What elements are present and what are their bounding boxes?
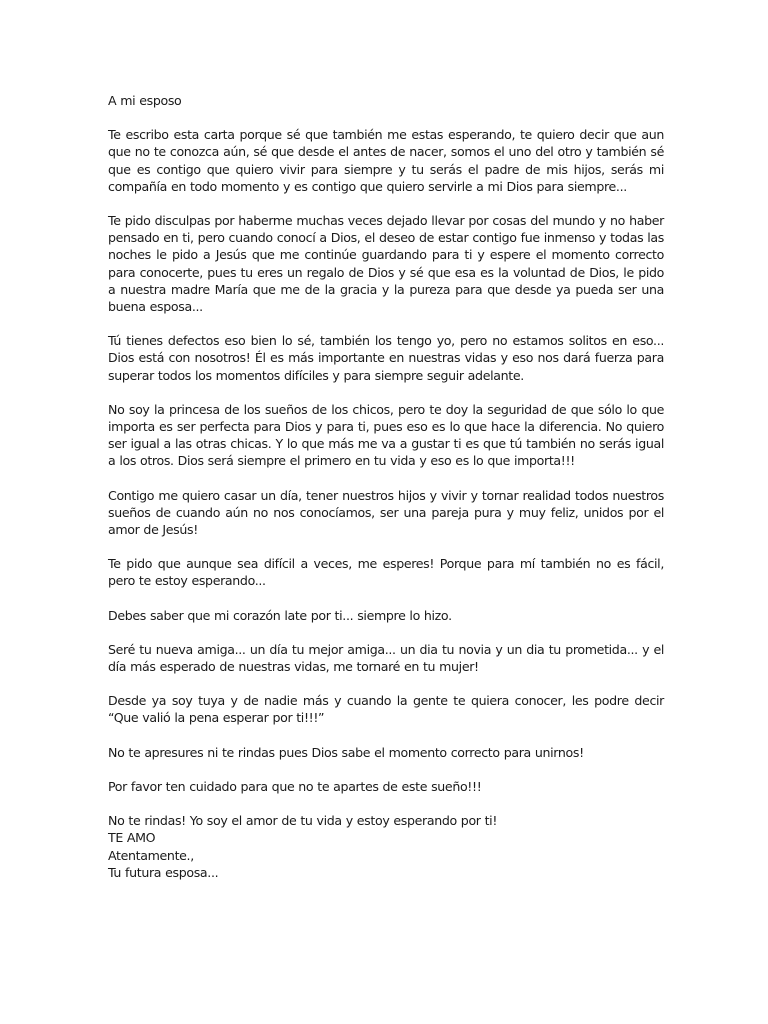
letter-paragraph: Por favor ten cuidado para que no te apartes de este sueño!!! bbox=[108, 778, 482, 794]
letter-document bbox=[108, 92, 664, 881]
closing-line: Atentamente., bbox=[108, 847, 194, 863]
signature-line: Tu futura esposa... bbox=[108, 864, 219, 880]
letter-closing bbox=[108, 812, 664, 881]
letter-paragraph: No soy la princesa de los sueños de los chicos, pero te doy la seguridad de que sólo lo que importa es ser perfecta para Dios y para ti, pues eso es lo que hace la diferencia. No quiero ser igual a las otras chicas. Y lo que más me va a gustar ti es que tú también no serás igual a los otros. Dios será siempre el primero en tu vida y eso es lo que importa!!! bbox=[108, 401, 664, 469]
letter-paragraph: Desde ya soy tuya y de nadie más y cuando la gente te quiera conocer, les podre decir “Que valió la pena esperar por ti!!!” bbox=[108, 693, 664, 726]
letter-paragraph: Te escribo esta carta porque sé que también me estas esperando, te quiero decir que aun que no te conozca aún, sé que desde el antes de nacer, somos el uno del otro y también sé que es contigo que quiero vivir para siempre y tu serás el padre de mis hijos, serás mi compañía en todo momento y es contigo que quiero servirle a mi Dios para siempre... bbox=[108, 127, 664, 194]
letter-salutation: A mi esposo bbox=[108, 93, 182, 108]
letter-paragraph: Te pido disculpas por haberme muchas veces dejado llevar por cosas del mundo y no haber pensado en ti, pero cuando conocí a Dios, el deseo de estar contigo fue inmenso y todas las noches le pido a Jesús que me continúe guardando para ti y espere el momento correcto para conocerte, pues tu eres un regalo de Dios y sé que esa es la voluntad de Dios, le pido a nuestra madre María que me de la gracia y la pureza para que desde ya pueda ser una buena esposa... bbox=[108, 213, 664, 315]
letter-paragraph: Te pido que aunque sea difícil a veces, me esperes! Porque para mí también no es fácil, pero te estoy esperando... bbox=[108, 556, 664, 589]
closing-line: No te rindas! Yo soy el amor de tu vida y estoy esperando por ti! bbox=[108, 813, 498, 829]
letter-paragraph: Debes saber que mi corazón late por ti... siempre lo hizo. bbox=[108, 607, 452, 623]
letter-paragraph: Seré tu nueva amiga... un día tu mejor amiga... un dia tu novia y un dia tu prometida... y el día más esperado de nuestras vidas, me tornaré en tu mujer! bbox=[108, 641, 664, 675]
letter-paragraph: Contigo me quiero casar un día, tener nuestros hijos y vivir y tornar realidad todos nuestros sueños de cuando aún no nos conocíamos, ser una pareja pura y muy feliz, unidos por el amor de Jesús! bbox=[108, 487, 664, 538]
closing-line: TE AMO bbox=[108, 830, 156, 846]
letter-paragraph: No te apresures ni te rindas pues Dios sabe el momento correcto para unirnos! bbox=[108, 744, 584, 760]
letter-paragraph: Tú tienes defectos eso bien lo sé, también los tengo yo, pero no estamos solitos en eso... Dios está con nosotros! Él es más importante en nuestras vidas y eso nos dará fuerza para superar todos los momentos difíciles y para siempre seguir adelante. bbox=[108, 333, 664, 383]
